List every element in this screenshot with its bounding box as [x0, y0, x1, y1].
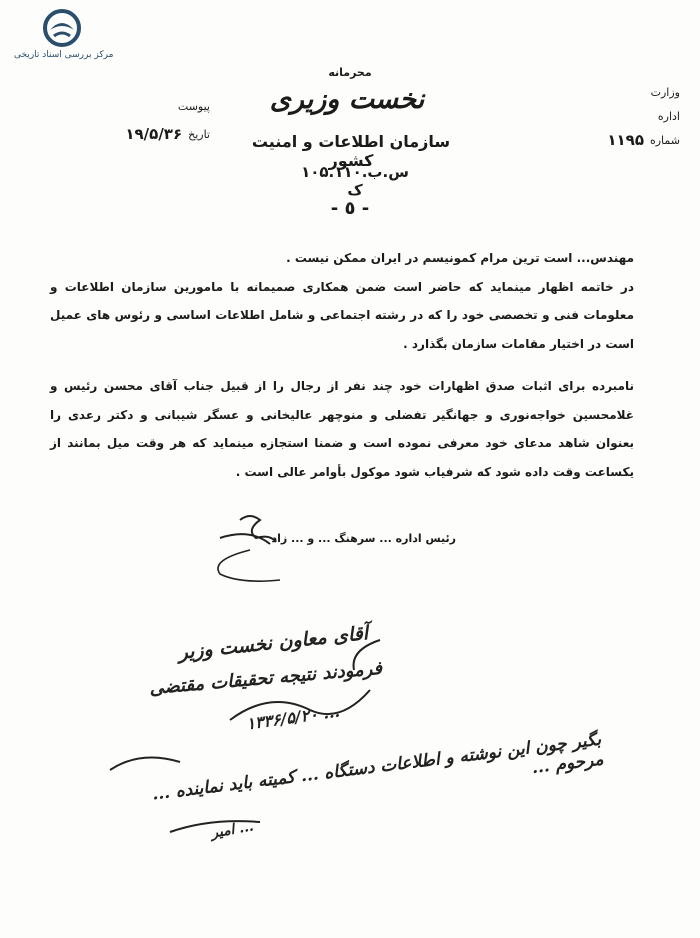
office-label: اداره [657, 109, 680, 123]
attachment-row [70, 92, 210, 120]
number-label: شماره [649, 133, 680, 147]
header-separator: - ٥ - [330, 198, 370, 219]
handwritten-line: آقای معاون نخست وزیر [176, 622, 369, 664]
date-value: ۱۹/۵/۳۶ [125, 125, 183, 143]
page-title: نخست وزیری [269, 84, 425, 115]
archive-logo [14, 8, 114, 60]
number-value: ۱۱۹۵ [607, 131, 644, 149]
document-body [50, 244, 634, 486]
signature-scribble [180, 508, 300, 588]
signature-line: رئیس اداره ... سرهنگ ... و ... زاد [271, 532, 456, 545]
meta-right [510, 80, 680, 152]
meta-left [70, 92, 210, 148]
organization-name: سازمان اطلاعات و امنیت کشور [251, 132, 451, 170]
handwritten-line: بگیر چون این نوشته و اطلاعات دستگاه ... کمیته باید نماینده ... مرحوم ... [151, 729, 605, 805]
body-paragraph: در خاتمه اظهار مینماید که حاضر است ضمن همکاری صمیمانه با مامورین سازمان اطلاعات و معلومات فنی و تخصصی خود را که در رشته اجتماعی و شامل اطلاعات اساسی و رئوس های عمیل است در اختیار مقامات سازمان بگذارد . [50, 279, 634, 351]
body-paragraph: نامبرده برای اثبات صدق اظهارات خود چند نفر از رجال را از قبیل جناب آقای محسن رئیس و غلامحسین خواجه‌نوری و جهانگیر تفضلی و منوچهر عالیخانی و عسگر شیبانی و دکتر رعدی را بعنوان شاهد مدعای خود معرفی نموده است و ضمنا استجازه مینماید که هر وقت میل بمانند از یکساعت وقت داده شود که شرفیاب شود موکول بأوامر عالی است . [50, 379, 634, 479]
body-paragraph: مهندس... است ترین مرام کمونیسم در ایران ممکن نیست . [286, 251, 634, 265]
handwritten-line: ... ۱۳۳۶/۵/۲۰ [245, 701, 341, 734]
date-label: تاریخ [188, 127, 210, 141]
ministry-label: وزارت [650, 85, 680, 99]
document-code: س.ب.۱۰۵.۱۱۰ ک [301, 163, 409, 199]
archive-logo-icon [40, 8, 84, 48]
handwritten-line: ... امیر [210, 818, 256, 842]
attachment-label: پیوست [177, 99, 210, 113]
archive-logo-text: مرکز بررسی اسناد تاریخی [14, 50, 114, 60]
number-row [510, 128, 680, 152]
office-row [510, 104, 680, 128]
handwritten-line: فرمودند نتیجه تحقیقات مقتضی [148, 657, 383, 700]
ministry-row [510, 80, 680, 104]
date-row [70, 120, 210, 148]
classification-label: محرمانه [328, 66, 372, 79]
